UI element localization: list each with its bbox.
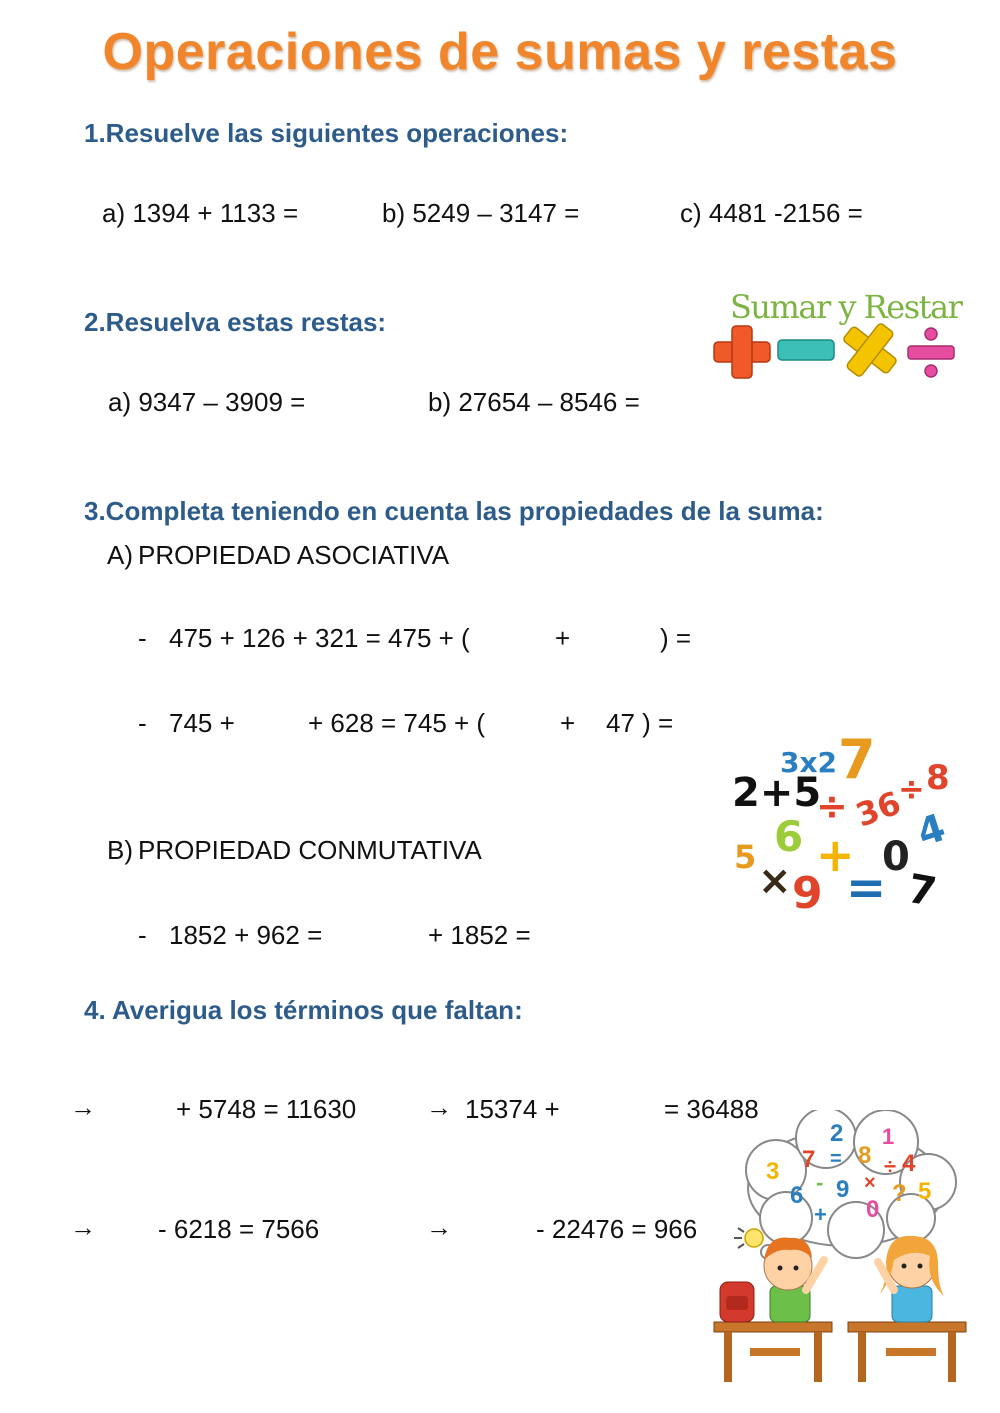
art-glyph: 7 (904, 865, 940, 917)
arrow-icon: → (70, 1092, 96, 1122)
art-glyph: 4 (911, 804, 951, 856)
section4-eq2a: 15374 + (465, 1094, 560, 1124)
propA-name: PROPIEDAD ASOCIATIVA (138, 540, 450, 570)
minus-icon (778, 340, 834, 360)
kids-thinking-illustration (706, 1110, 974, 1385)
cloud-glyph: 4 (902, 1150, 916, 1177)
section4-eq1: + 5748 = 11630 (176, 1094, 357, 1124)
art-glyph: ÷ (816, 784, 848, 828)
propB-label: B) (107, 835, 133, 865)
art-glyph: 7 (838, 728, 876, 791)
art-glyph: ÷ (898, 770, 925, 808)
propB-row1-left: 1852 + 962 = (169, 920, 323, 950)
propA-row1-dash: - (138, 623, 147, 653)
section3-heading: 3.Completa teniendo en cuenta las propiedades de la suma: (84, 496, 824, 526)
propA-row2-start: 745 + (169, 708, 235, 738)
section1-op-a: a) 1394 + 1133 = (102, 198, 299, 228)
section1-op-b: b) 5249 – 3147 = (382, 198, 580, 228)
section4-eq2b: = 36488 (664, 1094, 759, 1124)
page-title: Operaciones de sumas y restas (102, 23, 898, 81)
times-icon (831, 311, 910, 388)
propA-row2-dash: - (138, 708, 147, 738)
lightbulb-icon (734, 1228, 763, 1248)
art-glyph: + (816, 828, 855, 882)
art-glyph: 8 (926, 758, 950, 798)
logo-text: Sumar y Restar (730, 288, 962, 326)
propA-row1-left: 475 + 126 + 321 = 475 + ( (169, 623, 470, 653)
section4-eq3: - 6218 = 7566 (158, 1214, 320, 1244)
section2-heading: 2.Resuelva estas restas: (84, 307, 387, 337)
section2-op-a: a) 9347 – 3909 = (108, 387, 306, 417)
section1-op-c: c) 4481 -2156 = (680, 198, 863, 228)
cloud-glyph: - (816, 1170, 824, 1195)
cloud-glyph: 2 (830, 1120, 844, 1147)
cloud-glyph: 3 (766, 1158, 780, 1185)
art-glyph: 9 (792, 868, 823, 919)
arrow-icon: → (70, 1212, 96, 1242)
propA-row2-mid: + 628 = 745 + ( (308, 708, 486, 738)
art-glyph: = (846, 860, 887, 916)
boy-icon (764, 1237, 824, 1322)
cloud-glyph: ? (892, 1180, 907, 1207)
cloud-glyph: 7 (802, 1146, 816, 1173)
divide-icon (908, 328, 954, 377)
section4-heading: 4. Averigua los términos que faltan: (84, 995, 523, 1025)
cloud-glyph: 8 (858, 1142, 872, 1169)
cloud-glyph: ÷ (884, 1154, 897, 1179)
girl-icon (878, 1236, 944, 1322)
propA-row1-close: ) = (660, 623, 692, 653)
propB-row1-dash: - (138, 920, 147, 950)
section2-op-b: b) 27654 – 8546 = (428, 387, 640, 417)
backpack-icon (720, 1282, 754, 1322)
sumar-restar-logo (710, 288, 960, 388)
cloud-glyph: 6 (790, 1182, 804, 1209)
art-glyph: 6 (774, 812, 804, 861)
cloud-glyph: 5 (918, 1178, 932, 1205)
cloud-glyph: 1 (882, 1124, 895, 1149)
desk-icon (714, 1322, 966, 1382)
section1-heading: 1.Resuelve las siguientes operaciones: (84, 118, 569, 148)
arrow-icon: → (426, 1212, 452, 1242)
math-symbols-icon (710, 288, 960, 388)
section4-eq4: - 22476 = 966 (536, 1214, 698, 1244)
numbers-illustration (728, 728, 968, 918)
propA-row2-end: 47 ) = (606, 708, 674, 738)
propA-label: A) (107, 540, 133, 570)
art-glyph: 5 (734, 838, 757, 876)
propA-row1-plus: + (555, 623, 571, 653)
arrow-icon: → (426, 1092, 452, 1122)
propA-row2-plus: + (560, 708, 576, 738)
cloud-glyph: 0 (866, 1196, 880, 1223)
art-glyph: 3x2 (780, 746, 838, 779)
cloud-glyph: × (864, 1172, 876, 1194)
cloud-glyph: 9 (836, 1176, 850, 1203)
art-glyph: × (758, 858, 792, 904)
propB-row1-right: + 1852 = (428, 920, 531, 950)
art-glyph: 36 (850, 783, 906, 835)
art-glyph: 2+5 (732, 770, 822, 816)
plus-icon (714, 326, 770, 378)
cloud-glyph: + (814, 1202, 827, 1227)
art-glyph: 0 (882, 834, 910, 880)
propB-name: PROPIEDAD CONMUTATIVA (138, 835, 482, 865)
cloud-glyph: = (830, 1148, 842, 1170)
